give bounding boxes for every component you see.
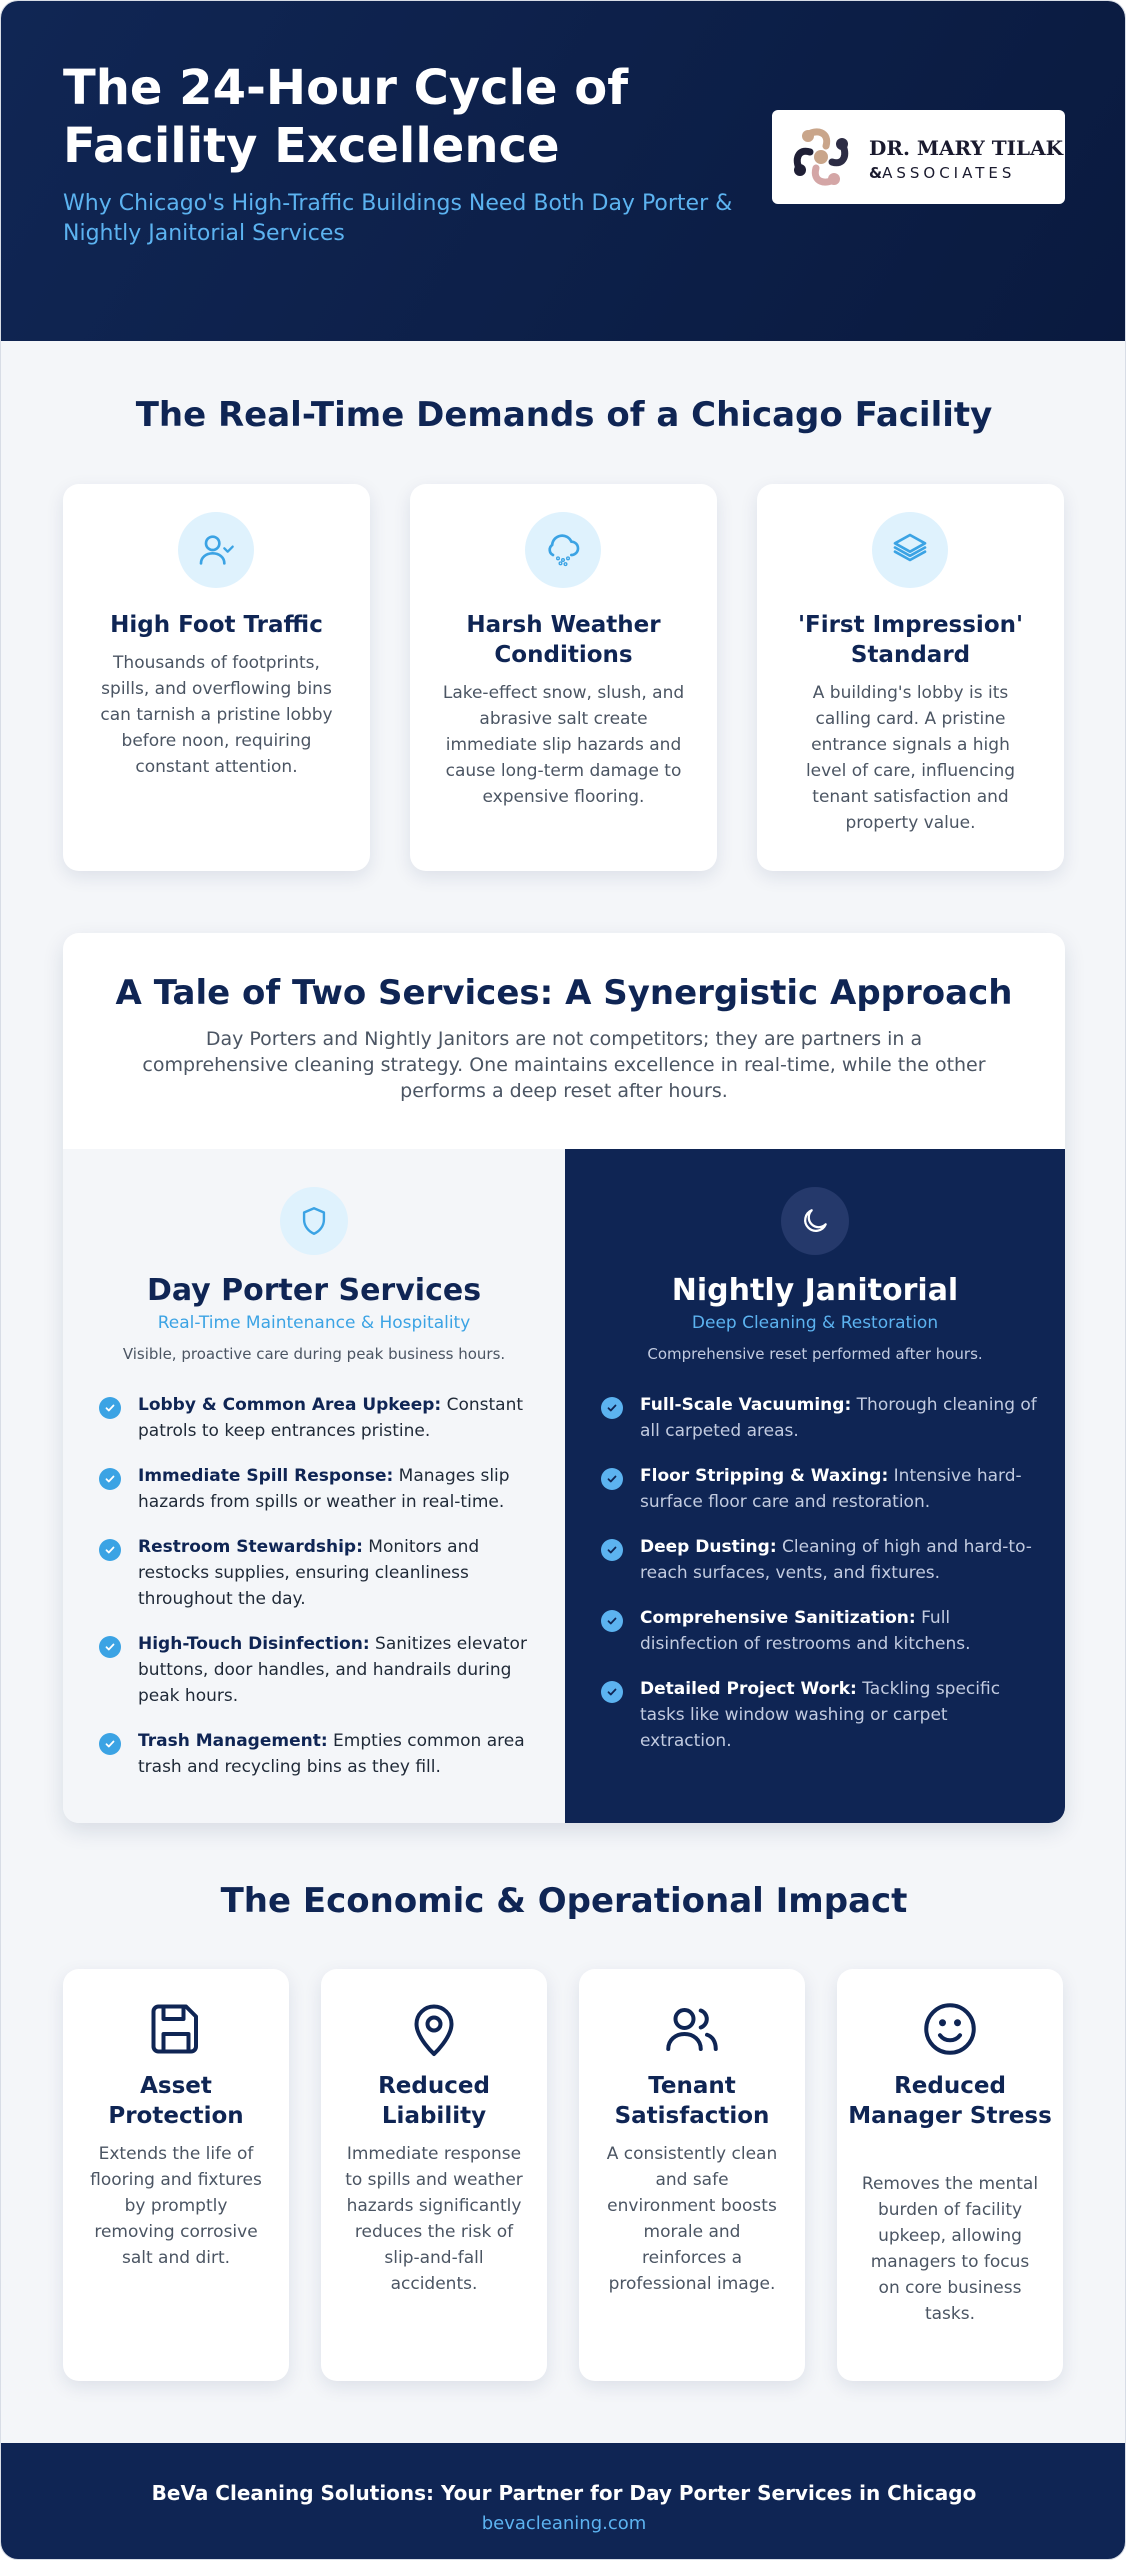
demand-title: 'First Impression' Standard [797,612,1024,668]
night-feature-item: Full-Scale Vacuuming: Thorough cleaning of all carpeted areas. [640,1395,1037,1441]
day-porter-tagline: Real-Time Maintenance & Hospitality [157,1313,471,1333]
tale-intro: Day Porters and Nightly Janitors are not competitors; they are partners in a comprehensive cleaning strategy. One maintains excellence in real-time, while the other performs a deep reset after hours. [142,1028,986,1102]
layers-icon [890,530,930,570]
impact-text: Immediate response to spills and weather hazards significantly reduces the risk of slip-and-fall accidents. [345,2144,523,2294]
check-icon [601,1397,623,1419]
impact-title: Asset Protection [108,2073,244,2129]
night-icon-circle [781,1187,849,1255]
demand-icon-circle [525,512,601,588]
demand-icon-circle [872,512,948,588]
demand-icon-circle [178,512,254,588]
nightly-janitorial-title: Nightly Janitorial [671,1273,959,1308]
day-porter-description: Visible, proactive care during peak business hours. [122,1345,506,1363]
demand-title: Harsh Weather Conditions [466,612,661,668]
night-feature-item: Floor Stripping & Waxing: Intensive hard-surface floor care and restoration. [640,1466,1022,1512]
smile-icon [920,1999,980,2059]
night-feature-item: Deep Dusting: Cleaning of high and hard-to-reach surfaces, vents, and fixtures. [640,1537,1032,1583]
check-icon [99,1397,121,1419]
demand-text: Lake-effect snow, slush, and abrasive salt create immediate slip hazards and cause long-term damage to expensive flooring. [442,683,685,807]
night-feature-item: Comprehensive Sanitization: Full disinfection of restrooms and kitchens. [640,1608,971,1654]
day-feature-item: High-Touch Disinfection: Sanitizes elevator buttons, door handles, and handrails during peak hours. [138,1634,527,1706]
footer-title: BeVa Cleaning Solutions: Your Partner for Day Porter Services in Chicago [151,2481,977,2505]
check-icon [99,1468,121,1490]
impact-card [579,1969,805,2381]
impact-card [837,1969,1063,2381]
logo-name: DR. MARY TILAK [869,136,1063,160]
check-icon [601,1539,623,1561]
day-porter-column [63,1149,565,1823]
check-icon [99,1733,121,1755]
day-feature-item: Restroom Stewardship: Monitors and restocks supplies, ensuring cleanliness throughout the day. [138,1537,480,1609]
demands-section-title: The Real-Time Demands of a Chicago Facility [135,395,993,435]
check-icon [601,1468,623,1490]
services-comparison-panel [63,933,1065,1823]
footer-website-link[interactable]: bevacleaning.com [481,2513,647,2534]
footer-banner [1,2443,1126,2560]
day-icon-circle [280,1187,348,1255]
impact-title: Reduced Liability [378,2073,490,2129]
company-logo [772,110,1065,204]
day-porter-title: Day Porter Services [146,1273,482,1308]
logo-mark-icon [786,122,856,192]
impact-card [63,1969,289,2381]
nightly-janitorial-description: Comprehensive reset performed after hours. [647,1345,983,1363]
impact-title: Tenant Satisfaction [614,2073,770,2129]
impact-text: Removes the mental burden of facility upkeep, allowing managers to focus on core business tasks. [861,2174,1039,2324]
map-pin-icon [404,1999,464,2059]
tale-title: A Tale of Two Services: A Synergistic Approach [115,973,1013,1013]
impact-title: Reduced Manager Stress [848,2073,1052,2129]
save-icon [146,1999,206,2059]
impact-text: A consistently clean and safe environment boosts morale and reinforces a professional image. [606,2144,778,2294]
demand-card [757,484,1064,871]
check-icon [99,1636,121,1658]
night-feature-item: Detailed Project Work: Tackling specific tasks like window washing or carpet extraction. [640,1679,1001,1751]
demand-text: Thousands of footprints, spills, and overflowing bins can tarnish a pristine lobby before noon, requiring constant attention. [100,653,333,777]
page-title: The 24-Hour Cycle of Facility Excellence [63,60,629,174]
impact-card [321,1969,547,2381]
nightly-janitorial-column [565,1149,1065,1823]
day-feature-item: Lobby & Common Area Upkeep: Constant patrols to keep entrances pristine. [138,1395,524,1441]
page-subtitle: Why Chicago's High-Traffic Buildings Need Both Day Porter & Nightly Janitorial Services [63,191,733,246]
check-icon [99,1539,121,1561]
nightly-janitorial-tagline: Deep Cleaning & Restoration [691,1313,939,1333]
demand-title: High Foot Traffic [110,612,323,638]
demand-card [63,484,370,871]
cloud-snow-icon [543,530,583,570]
check-icon [601,1610,623,1632]
demand-card [410,484,717,871]
impact-section-title: The Economic & Operational Impact [220,1881,908,1921]
shield-icon [297,1204,331,1238]
header-banner [1,1,1126,341]
day-feature-item: Immediate Spill Response: Manages slip hazards from spills or weather in real-time. [138,1466,510,1512]
users-icon [662,1999,722,2059]
impact-text: Extends the life of flooring and fixtures by promptly removing corrosive salt and dirt. [90,2144,262,2268]
logo-suffix-line: &ASSOCIATES [869,164,1016,182]
day-feature-item: Trash Management: Empties common area trash and recycling bins as they fill. [138,1731,525,1777]
demand-text: A building's lobby is its calling card. A pristine entrance signals a high level of care, influencing tenant satisfaction and property value. [805,683,1016,833]
check-icon [601,1681,623,1703]
user-icon [196,530,236,570]
moon-icon [799,1205,831,1237]
